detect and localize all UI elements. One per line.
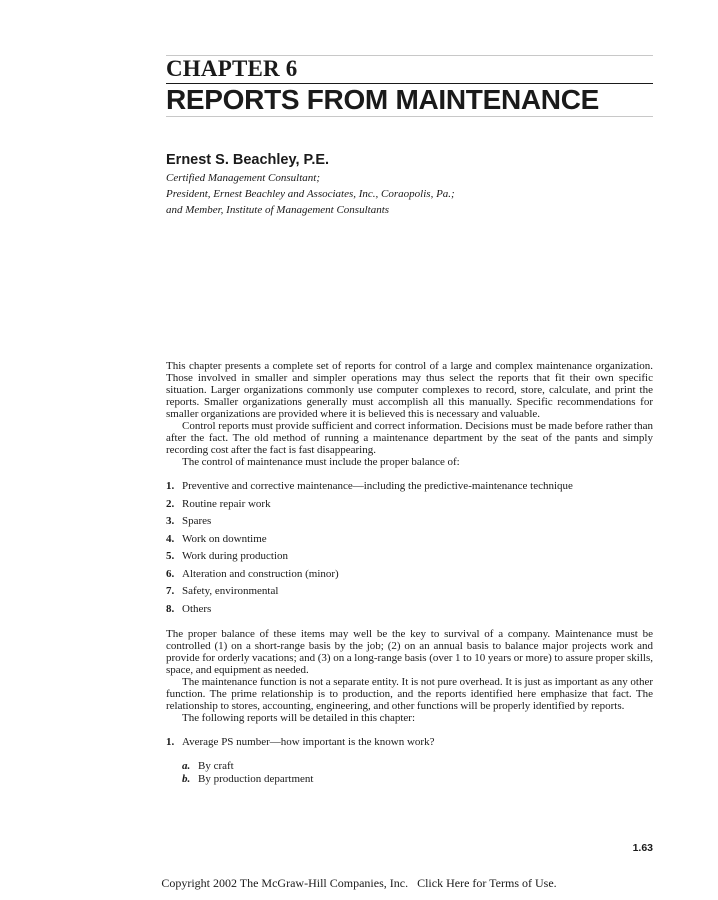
list-number: 6. bbox=[166, 567, 175, 580]
list-number: 1. bbox=[166, 480, 175, 492]
list-item bbox=[166, 513, 653, 531]
list-item bbox=[166, 478, 653, 496]
list-number: 2. bbox=[166, 497, 175, 510]
list-number: 8. bbox=[166, 602, 175, 615]
header-bottom-rule bbox=[166, 116, 653, 117]
author-affiliation: and Member, Institute of Management Consultants bbox=[166, 204, 390, 216]
reports-list bbox=[166, 734, 653, 750]
list-item bbox=[166, 531, 653, 549]
author-name: Ernest S. Beachley, P.E. bbox=[166, 152, 330, 168]
list-number: 4. bbox=[166, 532, 175, 545]
chapter-title: REPORTS FROM MAINTENANCE bbox=[166, 84, 600, 115]
sub-list-item bbox=[182, 773, 653, 786]
paragraph: The following reports will be detailed in this chapter: bbox=[182, 712, 416, 724]
paragraph: This chapter presents a complete set of reports for control of a large and complex maintenance organization. Those involved in smaller and simpler operations may thus select the reports that fit their own specific situation. Larger organizations commonly use computer complexes to record, store, calculate, and print the reports. Smaller organizations generally must accomplish all this manually. Specific recommendations for smaller organizations are provided where it is believed this is necessary and valuable. bbox=[166, 360, 653, 420]
sub-list-text: By craft bbox=[198, 760, 234, 772]
footer bbox=[0, 876, 718, 891]
sub-list-letter: b. bbox=[182, 772, 191, 785]
page-number: 1.63 bbox=[632, 842, 653, 854]
list-item bbox=[166, 601, 653, 619]
list-text: Spares bbox=[182, 515, 212, 527]
sub-list-item bbox=[182, 760, 653, 773]
list-text: Alteration and construction (minor) bbox=[182, 567, 339, 580]
chapter-body bbox=[166, 360, 653, 785]
list-item bbox=[166, 548, 653, 566]
author-block bbox=[166, 150, 653, 218]
balance-list bbox=[166, 478, 653, 618]
paragraph: The proper balance of these items may well be the key to survival of a company. Maintenance must be controlled (1) on a short-range basis by the job; (2) on an annual basis to balance major projects work and provide for orderly vacations; and (3) on a long-range basis (over 1 to 10 years or more) to assure proper skills, space, and equipment as needed. bbox=[166, 628, 653, 676]
list-number: 5. bbox=[166, 550, 175, 562]
list-text: Routine repair work bbox=[182, 497, 271, 510]
list-number: 3. bbox=[166, 515, 175, 527]
list-number: 7. bbox=[166, 585, 175, 597]
paragraph: Control reports must provide sufficient and correct information. Decisions must be made before rather than after the fact. The old method of running a maintenance department by the seat of the pants and simply recording cost after the fact is fast disappearing. bbox=[166, 420, 653, 456]
author-affiliation: President, Ernest Beachley and Associates, Inc., Coraopolis, Pa.; bbox=[166, 188, 455, 200]
paragraph: The control of maintenance must include the proper balance of: bbox=[182, 456, 460, 468]
list-text: Safety, environmental bbox=[182, 585, 279, 597]
chapter-number: CHAPTER 6 bbox=[166, 56, 298, 81]
list-item bbox=[166, 583, 653, 601]
sub-list-letter: a. bbox=[182, 760, 191, 772]
list-text: Work on downtime bbox=[182, 532, 267, 545]
reports-sub-list bbox=[182, 760, 653, 785]
copyright-text: Copyright 2002 The McGraw-Hill Companies, Inc. bbox=[161, 876, 409, 890]
list-item bbox=[166, 566, 653, 584]
sub-list-text: By production department bbox=[198, 772, 314, 785]
author-affiliation: Certified Management Consultant; bbox=[166, 172, 320, 184]
list-text: Average PS number—how important is the known work? bbox=[182, 736, 435, 748]
list-text: Preventive and corrective maintenance—including the predictive-maintenance technique bbox=[182, 480, 573, 492]
terms-of-use-link[interactable]: Click Here for Terms of Use. bbox=[417, 876, 557, 890]
paragraph: The maintenance function is not a separate entity. It is not pure overhead. It is just as important as any other function. The prime relationship is to production, and the reports identified here emphasize that fact. The relationship to stores, accounting, engineering, and other functions will be properly identified by reports. bbox=[166, 676, 653, 712]
list-item bbox=[166, 734, 653, 750]
list-item bbox=[166, 496, 653, 514]
list-number: 1. bbox=[166, 736, 175, 748]
list-text: Others bbox=[182, 602, 212, 615]
list-text: Work during production bbox=[182, 550, 289, 562]
